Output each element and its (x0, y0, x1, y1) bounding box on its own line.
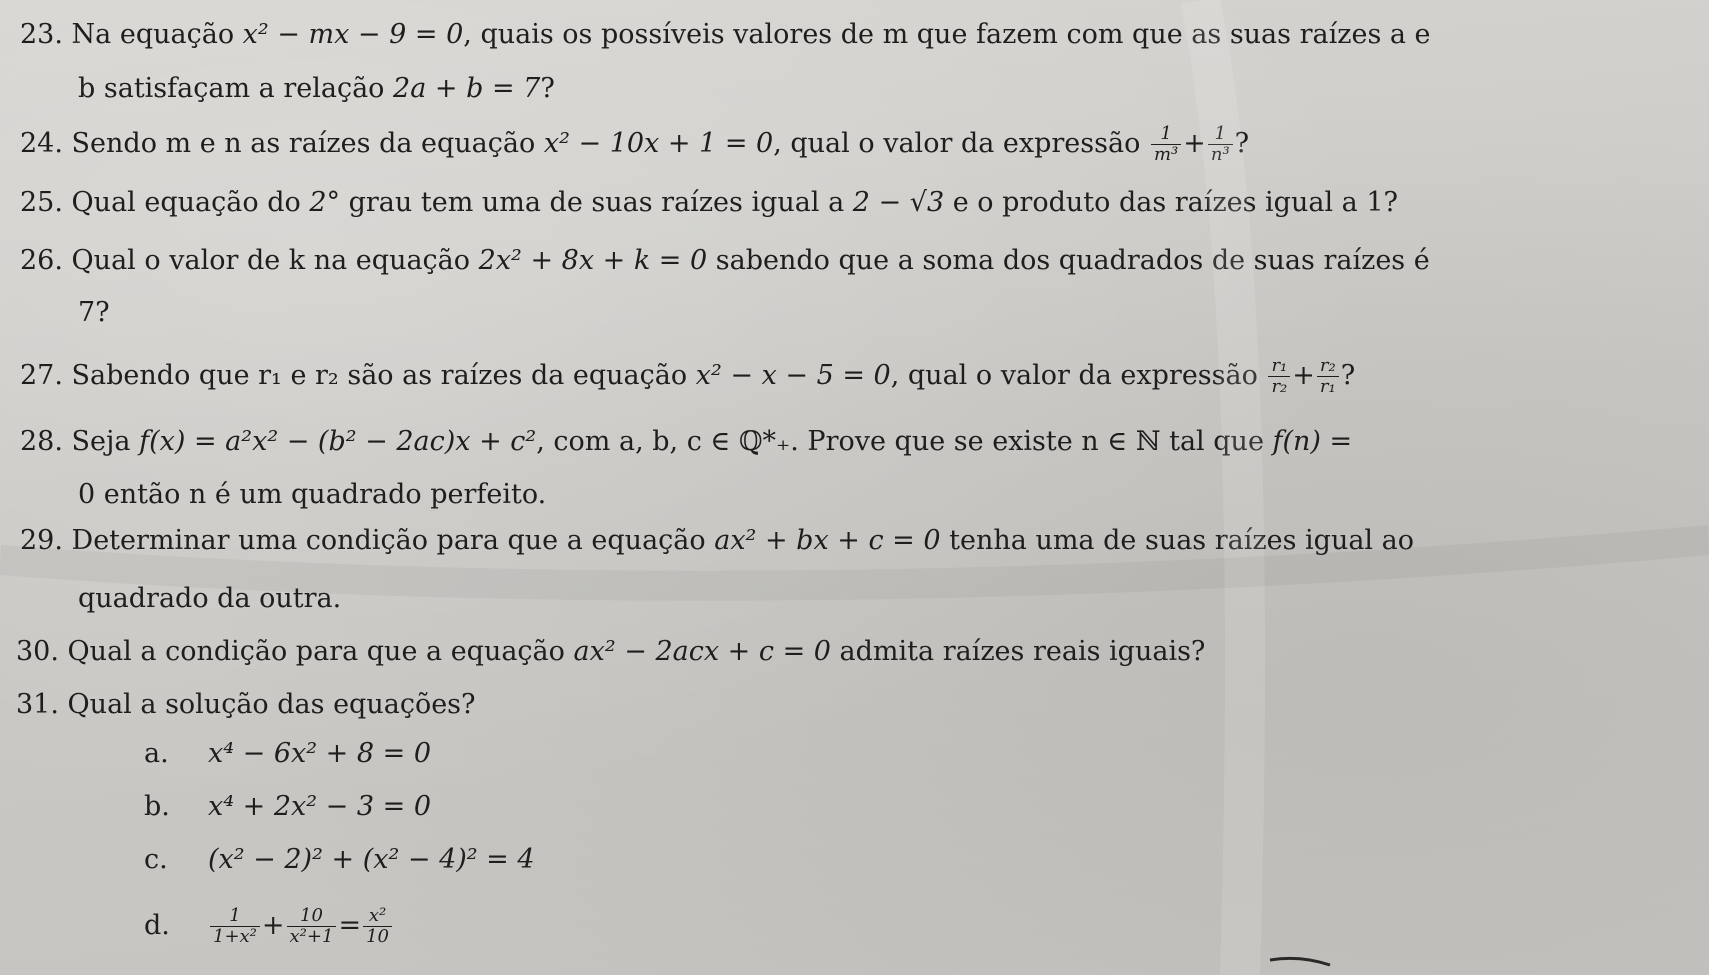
problem-text: , com a, b, c ∈ ℚ*₊. Prove que se existe n ∈ ℕ tal que (536, 426, 1264, 457)
denominator: r₁ (1319, 376, 1336, 397)
problem-number: 25. (20, 187, 63, 218)
numerator: r₁ (1268, 356, 1290, 377)
problem-number: 26. (20, 245, 63, 276)
item-label: b. (144, 791, 170, 822)
equation: x⁴ + 2x² − 3 = 0 (208, 791, 432, 822)
denominator: x²+1 (289, 926, 334, 947)
question-mark: ? (540, 73, 555, 104)
problem-text: e o produto das raízes igual a 1? (952, 187, 1398, 218)
numerator: r₂ (1317, 356, 1339, 377)
numerator: 1 (210, 906, 260, 927)
problem-number: 24. (20, 128, 63, 159)
question-mark: ? (1340, 360, 1356, 391)
problem-31-item-a (144, 737, 431, 771)
problem-23-line-2 (78, 72, 555, 106)
problem-number: 27. (20, 360, 63, 391)
problem-text: Qual o valor de k na equação (71, 245, 471, 276)
problem-27 (20, 356, 1355, 397)
fraction (287, 906, 337, 947)
problem-28-line-1 (20, 425, 1352, 459)
equation: 2a + b = 7 (393, 73, 541, 104)
problem-31 (16, 688, 476, 722)
fraction (210, 906, 260, 947)
problem-text: Sabendo que r₁ e r₂ são as raízes da equação (71, 360, 688, 391)
problem-25 (20, 186, 1398, 220)
equals-sign: = (338, 910, 362, 941)
denominator: r₂ (1271, 376, 1288, 397)
problem-text: , quais os possíveis valores de m que fazem com que as suas raízes a e (463, 19, 1431, 50)
plus-sign: + (1292, 360, 1315, 391)
fraction (1268, 356, 1290, 397)
numerator: 1 (1151, 124, 1181, 145)
problem-31-item-b (144, 790, 431, 824)
question-mark: ? (1234, 128, 1250, 159)
item-label: c. (144, 844, 168, 875)
equation: f(n) = (1272, 426, 1353, 457)
equation: f(x) = a²x² − (b² − 2ac)x + c² (139, 426, 537, 457)
problem-number: 31. (16, 689, 59, 720)
problem-26-line-2 (78, 296, 110, 330)
numerator: 1 (1208, 124, 1233, 145)
equation: (x² − 2)² + (x² − 4)² = 4 (208, 844, 535, 875)
degree-label: 2° (309, 187, 341, 218)
equation: x² − mx − 9 = 0 (242, 19, 464, 50)
problem-text: Seja (71, 426, 131, 457)
problem-text: admita raízes reais iguais? (839, 636, 1206, 667)
problem-30 (16, 635, 1205, 669)
equation: ax² − 2acx + c = 0 (573, 636, 831, 667)
problem-text: , qual o valor da expressão (773, 128, 1141, 159)
problem-text: quadrado da outra. (78, 583, 342, 614)
problem-29-line-1 (20, 524, 1414, 558)
problem-text: sabendo que a soma dos quadrados de suas raízes é (715, 245, 1430, 276)
item-label: d. (144, 910, 170, 941)
denominator: m³ (1153, 144, 1179, 165)
item-label: a. (144, 738, 169, 769)
numerator: 10 (287, 906, 337, 927)
denominator: 1+x² (213, 926, 257, 947)
problem-text: tenha uma de suas raízes igual ao (949, 525, 1414, 556)
equation: x² − 10x + 1 = 0 (543, 128, 774, 159)
equation: x² − x − 5 = 0 (695, 360, 891, 391)
problem-number: 30. (16, 636, 59, 667)
equation: x⁴ − 6x² + 8 = 0 (208, 738, 432, 769)
problem-31-item-c (144, 843, 535, 877)
denominator: n³ (1210, 144, 1230, 165)
fraction (1208, 124, 1233, 165)
equation: 2x² + 8x + k = 0 (478, 245, 708, 276)
problem-text: grau tem uma de suas raízes igual a (348, 187, 845, 218)
problem-text: 7? (78, 297, 110, 328)
problem-29-line-2 (78, 582, 341, 616)
plus-sign: + (261, 910, 285, 941)
problem-text: Na equação (71, 19, 235, 50)
problem-number: 29. (20, 525, 63, 556)
problem-text: Sendo m e n as raízes da equação (71, 128, 536, 159)
problem-24 (20, 124, 1249, 165)
problem-31-item-d (144, 906, 394, 947)
problem-26-line-1 (20, 244, 1430, 278)
problem-number: 23. (20, 19, 63, 50)
problem-23-line-1 (20, 18, 1431, 52)
problem-text: Determinar uma condição para que a equação (71, 525, 706, 556)
fraction (363, 906, 392, 947)
plus-sign: + (1183, 128, 1206, 159)
problem-number: 28. (20, 426, 63, 457)
root-value: 2 − √3 (852, 187, 945, 218)
problem-text: Qual equação do (71, 187, 301, 218)
problem-text: , qual o valor da expressão (890, 360, 1258, 391)
problem-text: Qual a solução das equações? (67, 689, 476, 720)
fraction (1317, 356, 1339, 397)
problem-text: Qual a condição para que a equação (67, 636, 565, 667)
numerator: x² (363, 906, 392, 927)
denominator: 10 (366, 926, 389, 947)
equation: ax² + bx + c = 0 (714, 525, 941, 556)
problem-text: 0 então n é um quadrado perfeito. (78, 479, 547, 510)
fraction (1151, 124, 1181, 165)
problem-text: b satisfaçam a relação (78, 73, 385, 104)
problem-28-line-2 (78, 478, 546, 512)
